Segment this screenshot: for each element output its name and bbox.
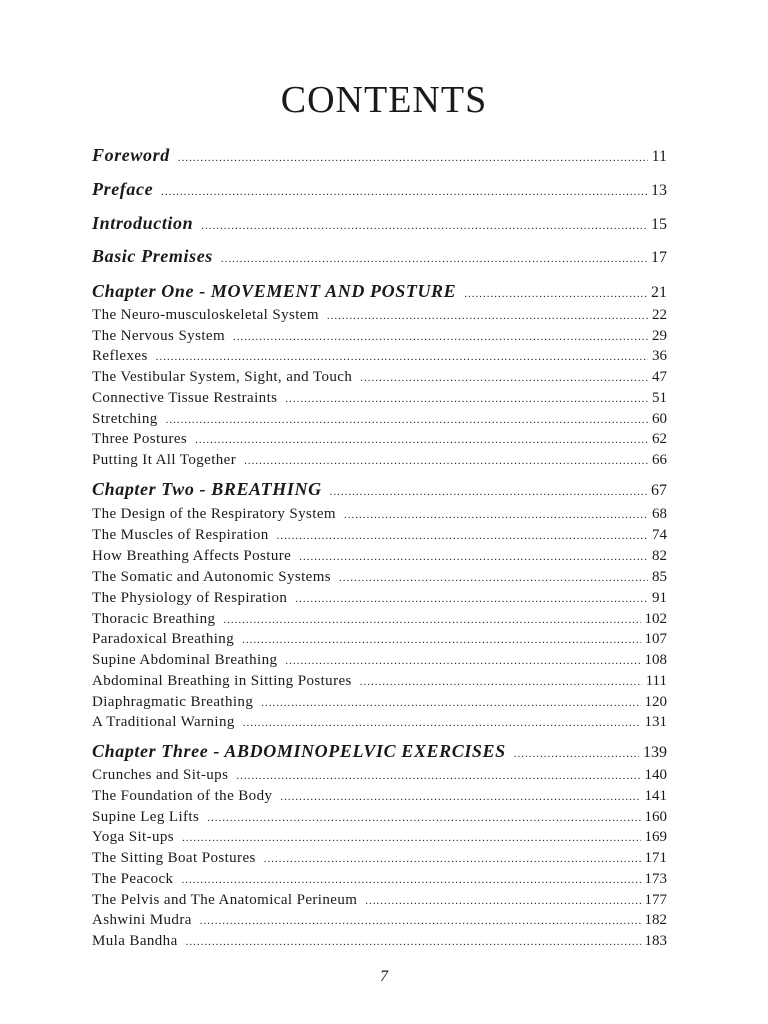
toc-entry [92, 850, 667, 867]
page-number: 7 [380, 968, 388, 985]
toc-entry-page: 29 [652, 328, 667, 344]
dot-leader [280, 791, 640, 803]
toc-entry-title: Crunches and Sit-ups [92, 767, 229, 783]
toc-entry-page: 11 [651, 148, 667, 165]
toc-entry-title: Connective Tissue Restraints [92, 390, 278, 406]
toc-entry [92, 431, 667, 448]
toc-entry [92, 590, 667, 607]
toc-entry-page: 120 [644, 694, 667, 710]
dot-leader [186, 936, 641, 948]
toc-entry-page: 91 [652, 590, 667, 606]
toc-entry-title: Abdominal Breathing in Sitting Postures [92, 673, 352, 689]
dot-leader [201, 220, 647, 232]
toc-entry-page: 131 [644, 714, 667, 730]
toc-entry [92, 569, 667, 586]
toc-entry-page: 68 [652, 506, 667, 522]
toc-entry-page: 51 [652, 390, 667, 406]
toc-section-entry [92, 145, 667, 166]
toc-entry-title: Foreword [92, 145, 170, 165]
toc-entry [92, 307, 667, 324]
dot-leader [242, 634, 640, 646]
toc-entry [92, 871, 667, 888]
toc-entry [92, 892, 667, 909]
toc-entry-title: The Muscles of Respiration [92, 527, 269, 543]
toc-entry-title: Reflexes [92, 348, 148, 364]
toc-entry-title: Supine Abdominal Breathing [92, 652, 278, 668]
toc-entry-title: The Peacock [92, 871, 174, 887]
dot-leader [243, 717, 641, 729]
toc-entry [92, 652, 667, 669]
toc-entry-page: 177 [644, 892, 667, 908]
dot-leader [200, 915, 641, 927]
toc-section-entry [92, 246, 667, 267]
toc-entry [92, 452, 667, 469]
dot-leader [223, 614, 640, 626]
dot-leader [207, 812, 640, 824]
toc-entry-page: 107 [644, 631, 667, 647]
toc-entry [92, 328, 667, 345]
dot-leader [360, 676, 642, 688]
toc-section-entry [92, 479, 667, 500]
dot-leader [464, 288, 647, 300]
toc-entry-title: Chapter Three - ABDOMINOPELVIC EXERCISES [92, 741, 506, 761]
dot-leader [244, 455, 648, 467]
dot-leader [195, 434, 648, 446]
dot-leader [299, 551, 648, 563]
toc-section-entry [92, 741, 667, 762]
toc-entry [92, 506, 667, 523]
toc-entry [92, 809, 667, 826]
toc-entry [92, 390, 667, 407]
toc-entry-page: 139 [643, 744, 667, 761]
toc-entry-page: 160 [644, 809, 667, 825]
toc-entry-page: 171 [644, 850, 667, 866]
dot-leader [261, 697, 640, 709]
toc-section-entry [92, 179, 667, 200]
toc-entry [92, 829, 667, 846]
toc-entry-page: 36 [652, 348, 667, 364]
toc-entry-page: 140 [644, 767, 667, 783]
dot-leader [295, 593, 648, 605]
toc-entry-title: Basic Premises [92, 246, 213, 266]
toc-entry-title: Introduction [92, 213, 194, 233]
toc-entry-title: The Sitting Boat Postures [92, 850, 256, 866]
toc-entry-page: 85 [652, 569, 667, 585]
toc-entry-title: The Physiology of Respiration [92, 590, 288, 606]
dot-leader [264, 853, 641, 865]
toc-entry-title: How Breathing Affects Posture [92, 548, 292, 564]
dot-leader [344, 509, 648, 521]
toc-entry-page: 111 [645, 673, 667, 689]
toc-entry-title: Yoga Sit-ups [92, 829, 175, 845]
toc-entry [92, 767, 667, 784]
toc-entry-page: 141 [644, 788, 667, 804]
toc-entry-page: 169 [644, 829, 667, 845]
toc-entry-page: 15 [651, 216, 667, 233]
toc-entry-page: 173 [644, 871, 667, 887]
toc-entry [92, 348, 667, 365]
toc-entry [92, 631, 667, 648]
toc-entry-page: 47 [652, 369, 667, 385]
toc-entry-title: Thoracic Breathing [92, 611, 216, 627]
toc-section-entry [92, 213, 667, 234]
toc-entry-title: The Somatic and Autonomic Systems [92, 569, 332, 585]
toc-entry [92, 694, 667, 711]
dot-leader [181, 874, 640, 886]
toc-entry [92, 548, 667, 565]
toc-entry [92, 912, 667, 929]
toc-entry-page: 60 [652, 411, 667, 427]
dot-leader [156, 351, 648, 363]
toc-entry-title: A Traditional Warning [92, 714, 235, 730]
toc-entry-page: 183 [644, 933, 667, 949]
toc-entry-page: 17 [651, 249, 667, 266]
toc-section-entry [92, 281, 667, 302]
toc-entry [92, 933, 667, 950]
toc-entry [92, 369, 667, 386]
toc-entry-title: Preface [92, 179, 154, 199]
toc-entry-title: Chapter One - MOVEMENT AND POSTURE [92, 281, 457, 301]
dot-leader [236, 770, 640, 782]
toc-entry-page: 102 [644, 611, 667, 627]
toc-entry [92, 788, 667, 805]
toc-entry-page: 21 [651, 284, 667, 301]
toc-entry-title: Diaphragmatic Breathing [92, 694, 254, 710]
toc-entry [92, 611, 667, 628]
toc-entry-page: 62 [652, 431, 667, 447]
dot-leader [166, 414, 648, 426]
dot-leader [161, 186, 647, 198]
dot-leader [285, 655, 640, 667]
toc-entry-page: 108 [644, 652, 667, 668]
toc-entry-page: 82 [652, 548, 667, 564]
toc-entry-page: 182 [644, 912, 667, 928]
toc-entry-page: 13 [651, 182, 667, 199]
toc-entry-title: The Pelvis and The Anatomical Perineum [92, 892, 358, 908]
dot-leader [330, 486, 647, 498]
toc-entry [92, 411, 667, 428]
dot-leader [365, 895, 640, 907]
toc-entry-page: 22 [652, 307, 667, 323]
toc-entry-title: The Foundation of the Body [92, 788, 273, 804]
dot-leader [327, 310, 648, 322]
toc-entry-title: Mula Bandha [92, 933, 178, 949]
dot-leader [277, 530, 648, 542]
toc-entry-title: The Vestibular System, Sight, and Touch [92, 369, 353, 385]
toc-entry-title: Chapter Two - BREATHING [92, 479, 322, 499]
toc-entry [92, 714, 667, 731]
toc-entry-title: Three Postures [92, 431, 188, 447]
dot-leader [233, 331, 648, 343]
toc-entry-title: Paradoxical Breathing [92, 631, 235, 647]
dot-leader [221, 253, 647, 265]
toc-entry-title: Supine Leg Lifts [92, 809, 200, 825]
dot-leader [514, 748, 639, 760]
toc-entry-title: Putting It All Together [92, 452, 237, 468]
dot-leader [178, 152, 648, 164]
toc-entry-page: 66 [652, 452, 667, 468]
toc-entry-title: Ashwini Mudra [92, 912, 192, 928]
dot-leader [285, 393, 648, 405]
toc-entry [92, 527, 667, 544]
toc-entry-title: The Nervous System [92, 328, 226, 344]
toc-entry-page: 67 [651, 482, 667, 499]
toc-entry-title: The Design of the Respiratory System [92, 506, 336, 522]
toc-entry [92, 673, 667, 690]
page-title: CONTENTS [280, 79, 488, 121]
dot-leader [182, 832, 640, 844]
dot-leader [339, 572, 648, 584]
toc-entry-page: 74 [652, 527, 667, 543]
toc-entry-title: The Neuro-musculoskeletal System [92, 307, 319, 323]
dot-leader [360, 372, 648, 384]
toc-entry-title: Stretching [92, 411, 158, 427]
